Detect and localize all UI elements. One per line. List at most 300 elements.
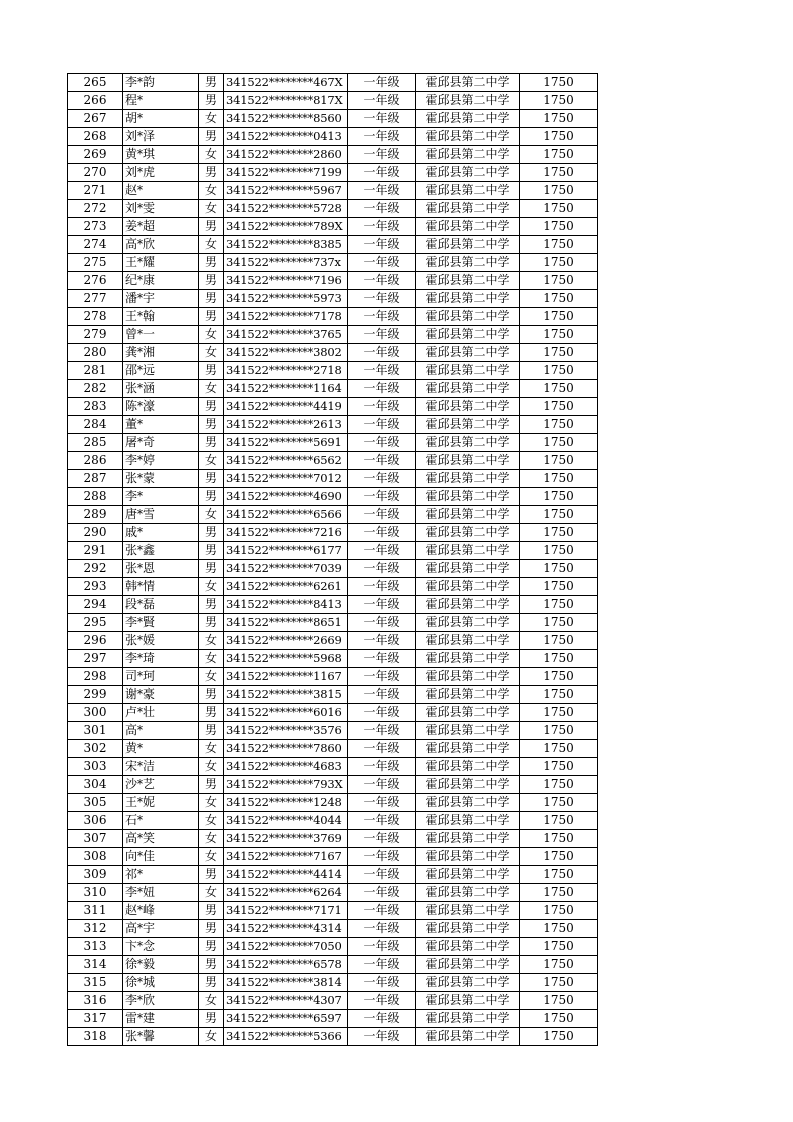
- table-row: [68, 344, 598, 362]
- row-number-cell: 313: [68, 938, 123, 956]
- row-number-cell: 299: [68, 686, 123, 704]
- gender-cell: 男: [199, 308, 224, 326]
- table-row: [68, 992, 598, 1010]
- student-name-cell: 姜*超: [123, 218, 199, 236]
- student-name-cell: 王*耀: [123, 254, 199, 272]
- gender-cell: 男: [199, 722, 224, 740]
- student-name-cell: 卢*壮: [123, 704, 199, 722]
- row-number-cell: 317: [68, 1010, 123, 1028]
- grade-cell: 一年级: [348, 938, 416, 956]
- gender-cell: 男: [199, 974, 224, 992]
- school-cell: 霍邱县第二中学: [416, 164, 520, 182]
- amount-cell: 1750: [520, 326, 598, 344]
- amount-cell: 1750: [520, 290, 598, 308]
- gender-cell: 女: [199, 740, 224, 758]
- student-name-cell: 张*媛: [123, 632, 199, 650]
- student-name-cell: 雷*建: [123, 1010, 199, 1028]
- id-number-cell: 341522********3576: [224, 722, 348, 740]
- school-cell: 霍邱县第二中学: [416, 614, 520, 632]
- amount-cell: 1750: [520, 992, 598, 1010]
- school-cell: 霍邱县第二中学: [416, 632, 520, 650]
- table-row: [68, 182, 598, 200]
- amount-cell: 1750: [520, 920, 598, 938]
- school-cell: 霍邱县第二中学: [416, 992, 520, 1010]
- student-name-cell: 李*妞: [123, 884, 199, 902]
- grade-cell: 一年级: [348, 326, 416, 344]
- gender-cell: 男: [199, 920, 224, 938]
- school-cell: 霍邱县第二中学: [416, 686, 520, 704]
- table-row: [68, 794, 598, 812]
- row-number-cell: 310: [68, 884, 123, 902]
- student-name-cell: 徐*城: [123, 974, 199, 992]
- amount-cell: 1750: [520, 272, 598, 290]
- grade-cell: 一年级: [348, 1010, 416, 1028]
- row-number-cell: 272: [68, 200, 123, 218]
- id-number-cell: 341522********7860: [224, 740, 348, 758]
- amount-cell: 1750: [520, 218, 598, 236]
- id-number-cell: 341522********3769: [224, 830, 348, 848]
- school-cell: 霍邱县第二中学: [416, 380, 520, 398]
- row-number-cell: 268: [68, 128, 123, 146]
- gender-cell: 女: [199, 884, 224, 902]
- gender-cell: 男: [199, 254, 224, 272]
- student-name-cell: 张*鑫: [123, 542, 199, 560]
- amount-cell: 1750: [520, 74, 598, 92]
- amount-cell: 1750: [520, 128, 598, 146]
- row-number-cell: 302: [68, 740, 123, 758]
- student-name-cell: 陈*濠: [123, 398, 199, 416]
- student-name-cell: 沙*艺: [123, 776, 199, 794]
- row-number-cell: 306: [68, 812, 123, 830]
- id-number-cell: 341522********1164: [224, 380, 348, 398]
- amount-cell: 1750: [520, 704, 598, 722]
- student-name-cell: 胡*: [123, 110, 199, 128]
- school-cell: 霍邱县第二中学: [416, 326, 520, 344]
- grade-cell: 一年级: [348, 452, 416, 470]
- table-row: [68, 974, 598, 992]
- student-name-cell: 高*欣: [123, 236, 199, 254]
- student-subsidy-table: [67, 73, 598, 1046]
- id-number-cell: 341522********5691: [224, 434, 348, 452]
- school-cell: 霍邱县第二中学: [416, 416, 520, 434]
- gender-cell: 女: [199, 992, 224, 1010]
- student-name-cell: 李*賢: [123, 614, 199, 632]
- amount-cell: 1750: [520, 740, 598, 758]
- table-row: [68, 524, 598, 542]
- amount-cell: 1750: [520, 1010, 598, 1028]
- row-number-cell: 286: [68, 452, 123, 470]
- id-number-cell: 341522********467X: [224, 74, 348, 92]
- grade-cell: 一年级: [348, 488, 416, 506]
- school-cell: 霍邱县第二中学: [416, 956, 520, 974]
- gender-cell: 女: [199, 632, 224, 650]
- amount-cell: 1750: [520, 596, 598, 614]
- student-name-cell: 刘*雯: [123, 200, 199, 218]
- grade-cell: 一年级: [348, 794, 416, 812]
- amount-cell: 1750: [520, 200, 598, 218]
- school-cell: 霍邱县第二中学: [416, 830, 520, 848]
- school-cell: 霍邱县第二中学: [416, 650, 520, 668]
- student-name-cell: 戚*: [123, 524, 199, 542]
- gender-cell: 男: [199, 902, 224, 920]
- table-row: [68, 632, 598, 650]
- school-cell: 霍邱县第二中学: [416, 902, 520, 920]
- grade-cell: 一年级: [348, 74, 416, 92]
- row-number-cell: 288: [68, 488, 123, 506]
- student-name-cell: 卞*念: [123, 938, 199, 956]
- id-number-cell: 341522********793X: [224, 776, 348, 794]
- grade-cell: 一年级: [348, 542, 416, 560]
- grade-cell: 一年级: [348, 560, 416, 578]
- gender-cell: 女: [199, 110, 224, 128]
- school-cell: 霍邱县第二中学: [416, 110, 520, 128]
- table-row: [68, 866, 598, 884]
- grade-cell: 一年级: [348, 812, 416, 830]
- id-number-cell: 341522********3765: [224, 326, 348, 344]
- school-cell: 霍邱县第二中学: [416, 578, 520, 596]
- student-name-cell: 韩*情: [123, 578, 199, 596]
- student-name-cell: 李*: [123, 488, 199, 506]
- school-cell: 霍邱县第二中学: [416, 254, 520, 272]
- gender-cell: 女: [199, 344, 224, 362]
- student-name-cell: 董*: [123, 416, 199, 434]
- amount-cell: 1750: [520, 830, 598, 848]
- grade-cell: 一年级: [348, 200, 416, 218]
- amount-cell: 1750: [520, 416, 598, 434]
- table-row: [68, 506, 598, 524]
- grade-cell: 一年级: [348, 866, 416, 884]
- gender-cell: 女: [199, 830, 224, 848]
- table-row: [68, 380, 598, 398]
- amount-cell: 1750: [520, 884, 598, 902]
- row-number-cell: 267: [68, 110, 123, 128]
- table-row: [68, 236, 598, 254]
- row-number-cell: 316: [68, 992, 123, 1010]
- amount-cell: 1750: [520, 398, 598, 416]
- table-row: [68, 740, 598, 758]
- school-cell: 霍邱县第二中学: [416, 236, 520, 254]
- school-cell: 霍邱县第二中学: [416, 218, 520, 236]
- amount-cell: 1750: [520, 254, 598, 272]
- table-row: [68, 722, 598, 740]
- school-cell: 霍邱县第二中学: [416, 146, 520, 164]
- table-row: [68, 776, 598, 794]
- row-number-cell: 279: [68, 326, 123, 344]
- student-name-cell: 张*恩: [123, 560, 199, 578]
- table-row: [68, 848, 598, 866]
- table-row: [68, 956, 598, 974]
- school-cell: 霍邱县第二中学: [416, 938, 520, 956]
- school-cell: 霍邱县第二中学: [416, 470, 520, 488]
- gender-cell: 男: [199, 542, 224, 560]
- school-cell: 霍邱县第二中学: [416, 74, 520, 92]
- student-name-cell: 李*欣: [123, 992, 199, 1010]
- grade-cell: 一年级: [348, 992, 416, 1010]
- amount-cell: 1750: [520, 182, 598, 200]
- amount-cell: 1750: [520, 146, 598, 164]
- student-name-cell: 石*: [123, 812, 199, 830]
- id-number-cell: 341522********7171: [224, 902, 348, 920]
- row-number-cell: 277: [68, 290, 123, 308]
- grade-cell: 一年级: [348, 506, 416, 524]
- table-row: [68, 128, 598, 146]
- amount-cell: 1750: [520, 866, 598, 884]
- student-name-cell: 李*婷: [123, 452, 199, 470]
- school-cell: 霍邱县第二中学: [416, 452, 520, 470]
- grade-cell: 一年级: [348, 308, 416, 326]
- amount-cell: 1750: [520, 560, 598, 578]
- amount-cell: 1750: [520, 668, 598, 686]
- gender-cell: 男: [199, 938, 224, 956]
- amount-cell: 1750: [520, 308, 598, 326]
- school-cell: 霍邱县第二中学: [416, 866, 520, 884]
- school-cell: 霍邱县第二中学: [416, 308, 520, 326]
- id-number-cell: 341522********5973: [224, 290, 348, 308]
- amount-cell: 1750: [520, 434, 598, 452]
- grade-cell: 一年级: [348, 146, 416, 164]
- id-number-cell: 341522********6578: [224, 956, 348, 974]
- grade-cell: 一年级: [348, 362, 416, 380]
- table-row: [68, 542, 598, 560]
- row-number-cell: 274: [68, 236, 123, 254]
- amount-cell: 1750: [520, 722, 598, 740]
- gender-cell: 男: [199, 74, 224, 92]
- grade-cell: 一年级: [348, 740, 416, 758]
- id-number-cell: 341522********7167: [224, 848, 348, 866]
- amount-cell: 1750: [520, 470, 598, 488]
- amount-cell: 1750: [520, 686, 598, 704]
- table-row: [68, 704, 598, 722]
- amount-cell: 1750: [520, 812, 598, 830]
- id-number-cell: 341522********2860: [224, 146, 348, 164]
- grade-cell: 一年级: [348, 218, 416, 236]
- table-row: [68, 1028, 598, 1046]
- amount-cell: 1750: [520, 776, 598, 794]
- school-cell: 霍邱县第二中学: [416, 1010, 520, 1028]
- row-number-cell: 265: [68, 74, 123, 92]
- row-number-cell: 293: [68, 578, 123, 596]
- amount-cell: 1750: [520, 344, 598, 362]
- table-body: [68, 74, 598, 1046]
- id-number-cell: 341522********2669: [224, 632, 348, 650]
- table-row: [68, 938, 598, 956]
- row-number-cell: 283: [68, 398, 123, 416]
- table-row: [68, 416, 598, 434]
- table-row: [68, 146, 598, 164]
- row-number-cell: 301: [68, 722, 123, 740]
- grade-cell: 一年级: [348, 380, 416, 398]
- student-name-cell: 高*笑: [123, 830, 199, 848]
- id-number-cell: 341522********6566: [224, 506, 348, 524]
- school-cell: 霍邱县第二中学: [416, 398, 520, 416]
- gender-cell: 男: [199, 704, 224, 722]
- row-number-cell: 297: [68, 650, 123, 668]
- school-cell: 霍邱县第二中学: [416, 560, 520, 578]
- id-number-cell: 341522********8385: [224, 236, 348, 254]
- gender-cell: 女: [199, 182, 224, 200]
- id-number-cell: 341522********5968: [224, 650, 348, 668]
- grade-cell: 一年级: [348, 722, 416, 740]
- grade-cell: 一年级: [348, 974, 416, 992]
- student-name-cell: 李*韵: [123, 74, 199, 92]
- gender-cell: 女: [199, 758, 224, 776]
- school-cell: 霍邱县第二中学: [416, 1028, 520, 1046]
- table-row: [68, 578, 598, 596]
- student-name-cell: 高*宇: [123, 920, 199, 938]
- amount-cell: 1750: [520, 614, 598, 632]
- gender-cell: 男: [199, 866, 224, 884]
- table-row: [68, 452, 598, 470]
- gender-cell: 女: [199, 452, 224, 470]
- row-number-cell: 276: [68, 272, 123, 290]
- student-name-cell: 李*琦: [123, 650, 199, 668]
- row-number-cell: 318: [68, 1028, 123, 1046]
- grade-cell: 一年级: [348, 524, 416, 542]
- gender-cell: 男: [199, 596, 224, 614]
- id-number-cell: 341522********7196: [224, 272, 348, 290]
- grade-cell: 一年级: [348, 920, 416, 938]
- table-row: [68, 218, 598, 236]
- amount-cell: 1750: [520, 488, 598, 506]
- gender-cell: 女: [199, 1028, 224, 1046]
- school-cell: 霍邱县第二中学: [416, 596, 520, 614]
- grade-cell: 一年级: [348, 254, 416, 272]
- amount-cell: 1750: [520, 236, 598, 254]
- grade-cell: 一年级: [348, 884, 416, 902]
- table-row: [68, 272, 598, 290]
- grade-cell: 一年级: [348, 182, 416, 200]
- school-cell: 霍邱县第二中学: [416, 794, 520, 812]
- gender-cell: 男: [199, 686, 224, 704]
- table-row: [68, 650, 598, 668]
- amount-cell: 1750: [520, 110, 598, 128]
- id-number-cell: 341522********2613: [224, 416, 348, 434]
- id-number-cell: 341522********5728: [224, 200, 348, 218]
- gender-cell: 男: [199, 470, 224, 488]
- gender-cell: 男: [199, 434, 224, 452]
- school-cell: 霍邱县第二中学: [416, 974, 520, 992]
- gender-cell: 女: [199, 794, 224, 812]
- gender-cell: 女: [199, 578, 224, 596]
- id-number-cell: 341522********7178: [224, 308, 348, 326]
- grade-cell: 一年级: [348, 614, 416, 632]
- table-row: [68, 830, 598, 848]
- amount-cell: 1750: [520, 974, 598, 992]
- school-cell: 霍邱县第二中学: [416, 704, 520, 722]
- id-number-cell: 341522********2718: [224, 362, 348, 380]
- student-name-cell: 唐*雪: [123, 506, 199, 524]
- id-number-cell: 341522********5967: [224, 182, 348, 200]
- school-cell: 霍邱县第二中学: [416, 200, 520, 218]
- id-number-cell: 341522********6016: [224, 704, 348, 722]
- id-number-cell: 341522********7012: [224, 470, 348, 488]
- id-number-cell: 341522********7039: [224, 560, 348, 578]
- gender-cell: 女: [199, 506, 224, 524]
- student-name-cell: 刘*虎: [123, 164, 199, 182]
- student-name-cell: 祁*: [123, 866, 199, 884]
- amount-cell: 1750: [520, 1028, 598, 1046]
- amount-cell: 1750: [520, 506, 598, 524]
- school-cell: 霍邱县第二中学: [416, 362, 520, 380]
- table-row: [68, 1010, 598, 1028]
- id-number-cell: 341522********8651: [224, 614, 348, 632]
- gender-cell: 女: [199, 200, 224, 218]
- row-number-cell: 309: [68, 866, 123, 884]
- table-row: [68, 200, 598, 218]
- row-number-cell: 303: [68, 758, 123, 776]
- gender-cell: 男: [199, 956, 224, 974]
- table-row: [68, 254, 598, 272]
- gender-cell: 男: [199, 488, 224, 506]
- table-row: [68, 614, 598, 632]
- id-number-cell: 341522********789X: [224, 218, 348, 236]
- school-cell: 霍邱县第二中学: [416, 668, 520, 686]
- row-number-cell: 282: [68, 380, 123, 398]
- school-cell: 霍邱县第二中学: [416, 92, 520, 110]
- school-cell: 霍邱县第二中学: [416, 434, 520, 452]
- row-number-cell: 287: [68, 470, 123, 488]
- gender-cell: 女: [199, 812, 224, 830]
- gender-cell: 男: [199, 1010, 224, 1028]
- student-name-cell: 张*馨: [123, 1028, 199, 1046]
- student-name-cell: 张*涵: [123, 380, 199, 398]
- gender-cell: 男: [199, 218, 224, 236]
- table-row: [68, 308, 598, 326]
- row-number-cell: 275: [68, 254, 123, 272]
- student-name-cell: 王*翰: [123, 308, 199, 326]
- gender-cell: 男: [199, 128, 224, 146]
- grade-cell: 一年级: [348, 434, 416, 452]
- student-name-cell: 潘*宇: [123, 290, 199, 308]
- row-number-cell: 284: [68, 416, 123, 434]
- table-row: [68, 812, 598, 830]
- id-number-cell: 341522********8560: [224, 110, 348, 128]
- school-cell: 霍邱县第二中学: [416, 290, 520, 308]
- amount-cell: 1750: [520, 632, 598, 650]
- table-row: [68, 686, 598, 704]
- gender-cell: 男: [199, 272, 224, 290]
- row-number-cell: 281: [68, 362, 123, 380]
- id-number-cell: 341522********3802: [224, 344, 348, 362]
- row-number-cell: 315: [68, 974, 123, 992]
- table-row: [68, 434, 598, 452]
- amount-cell: 1750: [520, 938, 598, 956]
- student-name-cell: 刘*泽: [123, 128, 199, 146]
- student-name-cell: 黄*琪: [123, 146, 199, 164]
- grade-cell: 一年级: [348, 668, 416, 686]
- amount-cell: 1750: [520, 956, 598, 974]
- id-number-cell: 341522********4314: [224, 920, 348, 938]
- student-name-cell: 龚*湘: [123, 344, 199, 362]
- grade-cell: 一年级: [348, 416, 416, 434]
- gender-cell: 女: [199, 236, 224, 254]
- grade-cell: 一年级: [348, 704, 416, 722]
- id-number-cell: 341522********3815: [224, 686, 348, 704]
- grade-cell: 一年级: [348, 758, 416, 776]
- gender-cell: 女: [199, 848, 224, 866]
- student-name-cell: 黄*: [123, 740, 199, 758]
- school-cell: 霍邱县第二中学: [416, 542, 520, 560]
- row-number-cell: 291: [68, 542, 123, 560]
- amount-cell: 1750: [520, 92, 598, 110]
- school-cell: 霍邱县第二中学: [416, 524, 520, 542]
- amount-cell: 1750: [520, 902, 598, 920]
- school-cell: 霍邱县第二中学: [416, 920, 520, 938]
- gender-cell: 男: [199, 164, 224, 182]
- school-cell: 霍邱县第二中学: [416, 488, 520, 506]
- row-number-cell: 311: [68, 902, 123, 920]
- row-number-cell: 307: [68, 830, 123, 848]
